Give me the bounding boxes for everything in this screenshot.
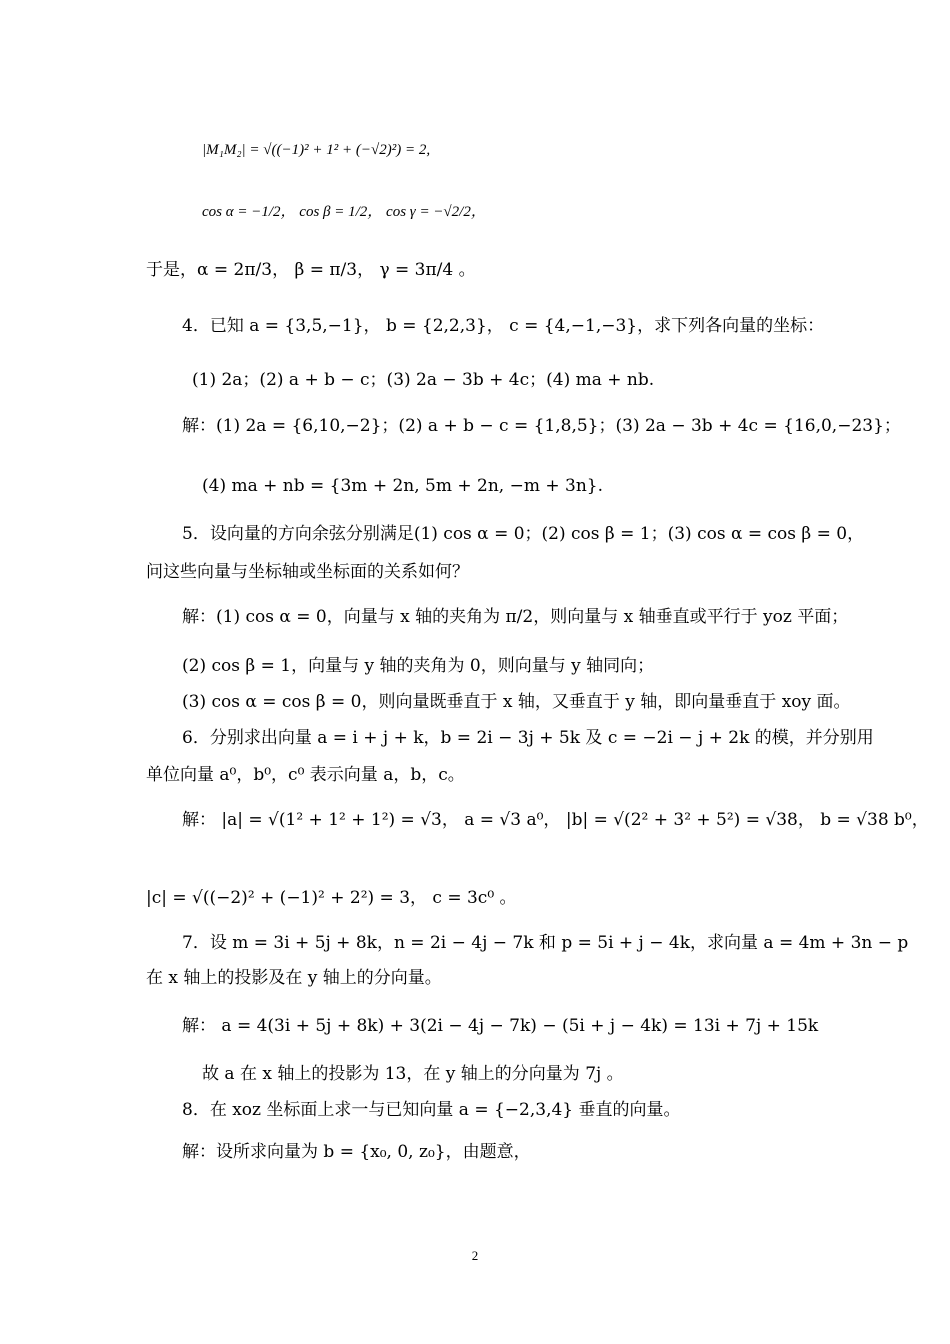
problem-8-statement: 8．在 xoz 坐标面上求一与已知向量 a = {−2,3,4} 垂直的向量。 xyxy=(182,1100,681,1120)
problem-5-solution-2: (2) cos β = 1，向量与 y 轴的夹角为 0，则向量与 y 轴同向； xyxy=(182,656,655,676)
problem-5-statement: 5．设向量的方向余弦分别满足(1) cos α = 0；(2) cos β = 1；(3) cos α = cos β = 0， xyxy=(182,524,865,544)
problem-5-solution-1: 解：(1) cos α = 0，向量与 x 轴的夹角为 π/2，则向量与 x 轴垂直或平行于 yoz 平面； xyxy=(182,607,849,627)
line-direction-cosines: cos α = −1/2， cos β = 1/2， cos γ = −√2/2， xyxy=(202,204,486,220)
problem-6-solution-c: |c| = √((−2)² + (−1)² + 2²) = 3， c = 3c⁰ 。 xyxy=(146,888,517,908)
problem-4-solution: 解：(1) 2a = {6,10,−2}；(2) a + b − c = {1,8,5}；(3) 2a − 3b + 4c = {16,0,−23}； xyxy=(182,416,901,436)
line-direction-angles: 于是，α = 2π/3， β = π/3， γ = 3π/4 。 xyxy=(146,260,476,280)
line-m1m2-modulus: |M₁M₂| = √((−1)² + 1² + (−√2)²) = 2, xyxy=(202,142,431,158)
problem-5-solution-3: (3) cos α = cos β = 0，则向量既垂直于 x 轴，又垂直于 y 轴，即向量垂直于 xoy 面。 xyxy=(182,692,851,712)
problem-8-solution: 解：设所求向量为 b = {x₀, 0, z₀}，由题意， xyxy=(182,1142,531,1162)
page-number: 2 xyxy=(471,1248,479,1263)
problem-4-solution-part4: (4) ma + nb = {3m + 2n, 5m + 2n, −m + 3n}. xyxy=(202,476,604,496)
problem-7-solution: 解： a = 4(3i + 5j + 8k) + 3(2i − 4j − 7k) − (5i + j − 4k) = 13i + 7j + 15k xyxy=(182,1016,819,1036)
problem-4-parts: (1) 2a；(2) a + b − c；(3) 2a − 3b + 4c；(4) ma + nb. xyxy=(192,370,655,390)
problem-6-solution-ab: 解： |a| = √(1² + 1² + 1²) = √3， a = √3 a⁰， |b| = √(2² + 3² + 5²) = √38， b = √38 b⁰， xyxy=(182,810,929,830)
problem-7-question: 在 x 轴上的投影及在 y 轴上的分向量。 xyxy=(146,968,442,988)
problem-4-statement: 4．已知 a = {3,5,−1}， b = {2,2,3}， c = {4,−1,−3}，求下列各向量的坐标： xyxy=(182,316,825,336)
problem-7-statement: 7．设 m = 3i + 5j + 8k，n = 2i − 4j − 7k 和 p = 5i + j − 4k，求向量 a = 4m + 3n − p xyxy=(182,933,909,953)
problem-7-conclusion: 故 a 在 x 轴上的投影为 13，在 y 轴上的分向量为 7j 。 xyxy=(202,1064,624,1084)
problem-6-statement: 6．分别求出向量 a = i + j + k，b = 2i − 3j + 5k 及 c = −2i − j + 2k 的模，并分别用 xyxy=(182,728,874,748)
problem-5-question: 问这些向量与坐标轴或坐标面的关系如何？ xyxy=(146,562,469,582)
problem-6-unit-vectors: 单位向量 a⁰，b⁰，c⁰ 表示向量 a，b，c。 xyxy=(146,765,465,785)
